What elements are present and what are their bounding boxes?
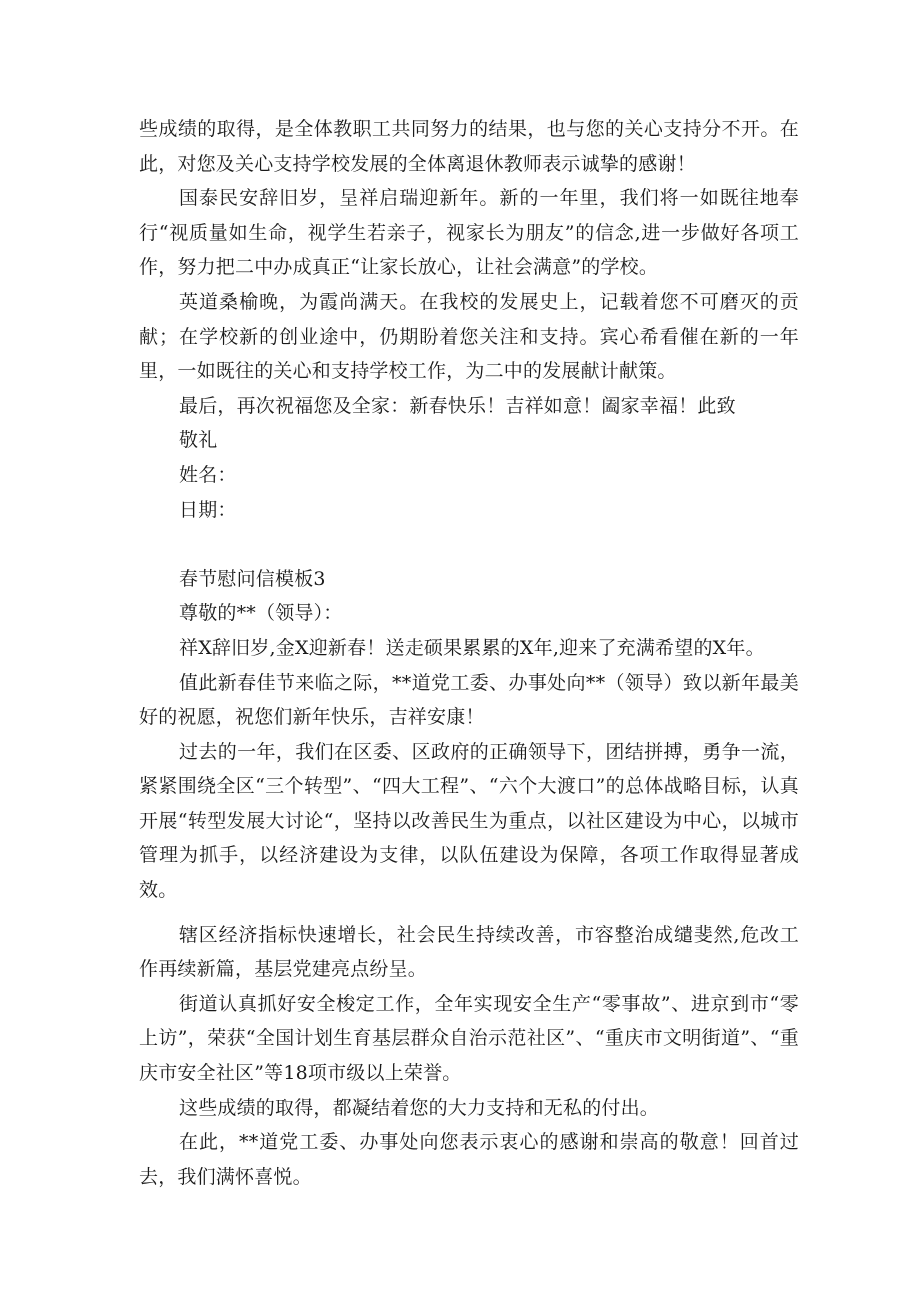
section-heading-template-3: 春节慰问信模板3 xyxy=(179,567,326,590)
paragraph-festival-wishes: 值此新春佳节来临之际，**道党工委、办事处向**（领导）致以新年最美好的祝愿，祝您们新年快乐，吉祥安康！ xyxy=(139,671,799,729)
signature-name-label: 姓名： xyxy=(179,463,237,486)
paragraph-gratitude: 在此，**道党工委、办事处向您表示衷心的感谢和崇高的敬意！回首过去，我们满怀喜悦。 xyxy=(139,1131,799,1188)
paragraph-economy: 辖区经济指标快速增长，社会民生持续改善，市容整治成缱斐然,危改工作再续新篇，基层党建亮点纷呈。 xyxy=(139,923,799,981)
paragraph-spring-opening: 祥X辞旧岁,金X迎新春！送走硕果累累的X年,迎来了充满希望的X年。 xyxy=(179,636,765,659)
paragraph-closing-wish: 最后，再次祝福您及全家：新春快乐！吉祥如意！阖家幸福！此致 xyxy=(179,394,736,417)
paragraph-past-year: 过去的一年，我们在区委、区政府的正确领导下，团结拼搏，勇争一流，紧紧围绕全区“三个转型”、“四大工程”、“六个大渡口”的总体战略目标，认真开展“转型发展大讨论“，坚持以改善民生为重点，以社区建设为中心，以城市管理为抓手，以经济建设为支律，以队伍建设为保障，各项工作取得显著成效。 xyxy=(139,740,799,902)
letter-body xyxy=(139,112,799,1194)
paragraph-thanks: 些成绩的取得，是全体教职工共同努力的结果，也与您的关心支持分不开。在此，对您及关心支持学校发展的全体离退休教师表示诚挚的感谢！ xyxy=(139,118,799,175)
paragraph-new-year: 国泰民安辞旧岁，呈祥启瑞迎新年。新的一年里，我们将一如既往地奉行“视质量如生命，视学生若亲子，视家长为朋友”的信念,进一步做好各项工作，努力把二中办成真正“让家长放心，让社会满意”的学校。 xyxy=(139,187,799,279)
salutation-regards: 敬礼 xyxy=(179,429,218,452)
greeting-line: 尊敬的**（领导）： xyxy=(179,602,343,625)
signature-date-label: 日期： xyxy=(179,498,237,521)
paragraph-safety-honors: 街道认真抓好安全梭定工作，全年实现安全生产“零事故”、进京到市“零上访”，荣获“全国计划生育基层群众自治示范社区”、“重庆市文明街道”、“重庆市安全社区”等18项市级以上荣誉。 xyxy=(139,992,799,1085)
paragraph-support: 这些成绩的取得，都凝结着您的大力支持和无私的付出。 xyxy=(179,1096,660,1119)
paragraph-contribution: 英道桑榆晚，为霞尚满天。在我校的发展史上，记载着您不可磨灭的贡献；在学校新的创业途中，仍期盼着您关注和支持。宾心希看催在新的一年里，一如既往的关心和支持学校工作，为二中的发展献计献策。 xyxy=(139,290,799,383)
